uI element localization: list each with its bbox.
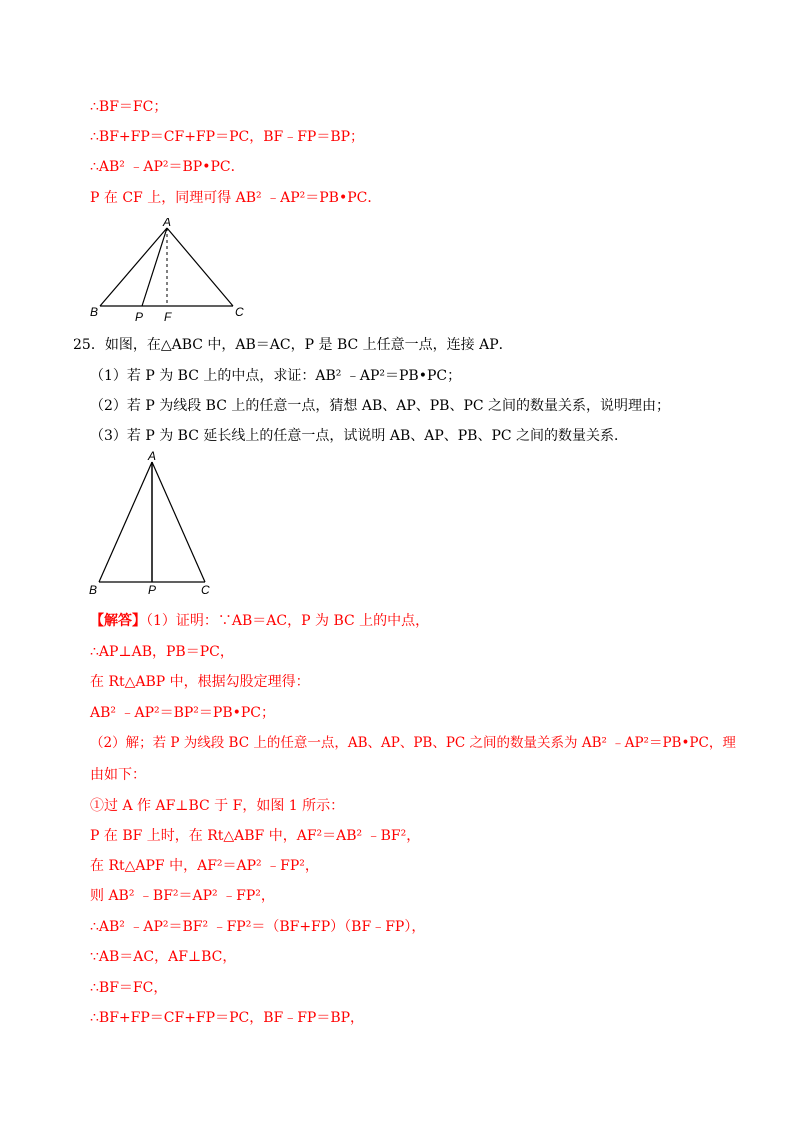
answer-line-3: 在 Rt△ABP 中，根据勾股定理得： xyxy=(90,674,310,690)
label-a: A xyxy=(148,449,157,463)
answer-header: 【解答】 xyxy=(90,613,146,629)
label-b: B xyxy=(89,583,98,597)
answer-line-5: （2）解；若 P 为线段 BC 上的任意一点，AB、AP、PB、PC 之间的数量关系为 AB² ﹣AP²＝PB•PC，理 xyxy=(90,735,736,751)
answer-line-8: P 在 BF 上时，在 Rt△ABF 中，AF²＝AB² ﹣BF²， xyxy=(90,828,421,844)
solution-line-2: ∴BF+FP＝CF+FP＝PC，BF﹣FP＝BP； xyxy=(90,129,365,145)
answer-line-2: ∴AP⊥AB，PB＝PC， xyxy=(90,644,234,660)
answer-line-10: 则 AB² ﹣BF²＝AP² ﹣FP²， xyxy=(90,888,275,904)
answer-line-6: 由如下： xyxy=(90,767,146,783)
label-f: F xyxy=(164,310,172,324)
question-part-1: （1）若 P 为 BC 上的中点，求证：AB² ﹣AP²＝PB•PC； xyxy=(90,368,462,384)
answer-line-7: ①过 A 作 AF⊥BC 于 F，如图 1 所示： xyxy=(90,798,345,814)
answer-line-9: 在 Rt△APF 中，AF²＝AP² ﹣FP²， xyxy=(90,858,319,874)
segment-ab xyxy=(99,462,152,582)
question-stem: 25．如图，在△ABC 中，AB＝AC，P 是 BC 上任意一点，连接 AP． xyxy=(73,337,513,353)
answer-line-4: AB² ﹣AP²＝BP²＝PB•PC； xyxy=(90,705,276,721)
segment-ac xyxy=(167,228,233,306)
label-p: P xyxy=(135,310,144,324)
question-part-3: （3）若 P 为 BC 延长线上的任意一点，试说明 AB、AP、PB、PC 之间的数量关系． xyxy=(90,428,629,444)
label-b: B xyxy=(90,305,99,319)
segment-ap xyxy=(142,228,167,306)
answer-line-12: ∵AB＝AC，AF⊥BC， xyxy=(90,949,237,965)
answer-line-11: ∴AB² ﹣AP²＝BF² ﹣FP²＝（BF+FP）（BF﹣FP）， xyxy=(90,919,426,935)
question-part-2: （2）若 P 为线段 BC 上的任意一点，猜想 AB、AP、PB、PC 之间的数量关系，说明理由； xyxy=(90,398,671,414)
segment-ab xyxy=(100,228,167,306)
triangle-figure-1 xyxy=(85,218,255,328)
segment-ac xyxy=(152,462,205,582)
solution-line-1: ∴BF＝FC； xyxy=(90,99,168,115)
answer-line-14: ∴BF+FP＝CF+FP＝PC，BF﹣FP＝BP， xyxy=(90,1010,365,1026)
solution-line-4: P 在 CF 上，同理可得 AB² ﹣AP²＝PB•PC． xyxy=(90,190,382,206)
answer-line-1 xyxy=(90,612,429,630)
label-a: A xyxy=(163,218,172,229)
answer-text-1: （1）证明：∵AB＝AC，P 为 BC 上的中点， xyxy=(146,613,430,629)
label-c: C xyxy=(201,583,210,597)
answer-line-13: ∴BF＝FC， xyxy=(90,980,168,996)
label-c: C xyxy=(235,305,244,319)
triangle-figure-question xyxy=(85,448,225,600)
label-p: P xyxy=(148,583,157,597)
solution-line-3: ∴AB² ﹣AP²＝BP•PC． xyxy=(90,159,245,175)
